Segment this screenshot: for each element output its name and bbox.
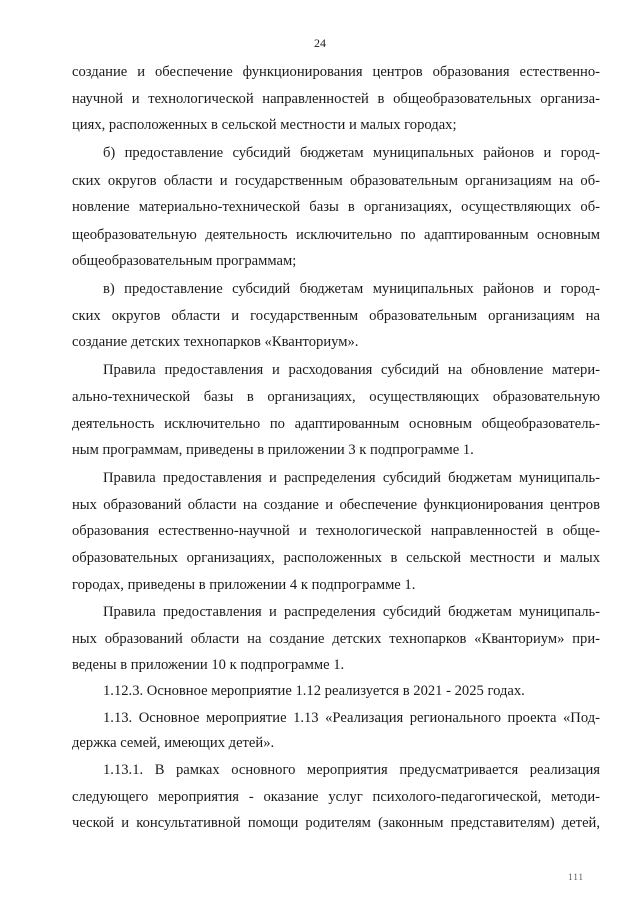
text-line: б) предоставление субсидий бюджетам муниципальных районов и город- bbox=[103, 145, 600, 161]
text-line: Правила предоставления и распределения субсидий бюджетам муниципаль- bbox=[103, 604, 600, 620]
text-line: держка семей, имеющих детей». bbox=[72, 735, 275, 751]
text-line: деятельность исключительно по адаптированным основным общеобразователь- bbox=[72, 416, 600, 432]
text-line: общеобразовательным программам; bbox=[72, 253, 297, 269]
text-line: ведены в приложении 10 к подпрограмме 1. bbox=[72, 657, 345, 673]
text-line: ских округов области и государственным образовательным организациям на об- bbox=[72, 173, 600, 189]
text-line: 1.13.1. В рамках основного мероприятия предусматривается реализация bbox=[103, 762, 600, 778]
text-line: щеобразовательную деятельность исключительно по адаптированным основным bbox=[72, 227, 600, 243]
text-line: ных образований области на создание детских технопарков «Кванториум» при- bbox=[72, 631, 600, 647]
text-line: ально-технической базы в организациях, осуществляющих образовательную bbox=[72, 389, 600, 405]
text-line: городах, приведены в приложении 4 к подпрограмме 1. bbox=[72, 577, 416, 593]
text-line: Правила предоставления и распределения субсидий бюджетам муниципаль- bbox=[103, 470, 600, 486]
text-line: создание и обеспечение функционирования центров образования естественно- bbox=[72, 64, 600, 80]
text-line: 1.12.3. Основное мероприятие 1.12 реализуется в 2021 - 2025 годах. bbox=[103, 683, 525, 699]
text-line: циях, расположенных в сельской местности и малых городах; bbox=[72, 117, 457, 133]
text-line: в) предоставление субсидий бюджетам муниципальных районов и город- bbox=[103, 281, 600, 297]
text-line: новление материально-технической базы в организациях, осуществляющих об- bbox=[72, 199, 600, 215]
text-line: ных образований области на создание и обеспечение функционирования центров bbox=[72, 497, 600, 513]
text-line: научной и технологической направленностей в общеобразовательных организа- bbox=[72, 91, 600, 107]
text-line: следующего мероприятия - оказание услуг психолого-педагогической, методи- bbox=[72, 789, 600, 805]
text-line: ческой и консультативной помощи родителям (законным представителям) детей, bbox=[72, 815, 600, 831]
text-line: создание детских технопарков «Кванториум». bbox=[72, 334, 359, 350]
text-line: образовательных организациях, расположенных в сельской местности и малых bbox=[72, 550, 600, 566]
text-line: ным программам, приведены в приложении 3 к подпрограмме 1. bbox=[72, 442, 474, 458]
footer-mark: 111 bbox=[568, 872, 584, 882]
text-line: образования естественно-научной и технологической направленностей в обще- bbox=[72, 523, 600, 539]
text-line: ских округов области и государственным образовательным организациям на bbox=[72, 308, 600, 324]
text-line: 1.13. Основное мероприятие 1.13 «Реализация регионального проекта «Под- bbox=[103, 710, 600, 726]
text-line: Правила предоставления и расходования субсидий на обновление матери- bbox=[103, 362, 600, 378]
page-number: 24 bbox=[314, 36, 326, 50]
